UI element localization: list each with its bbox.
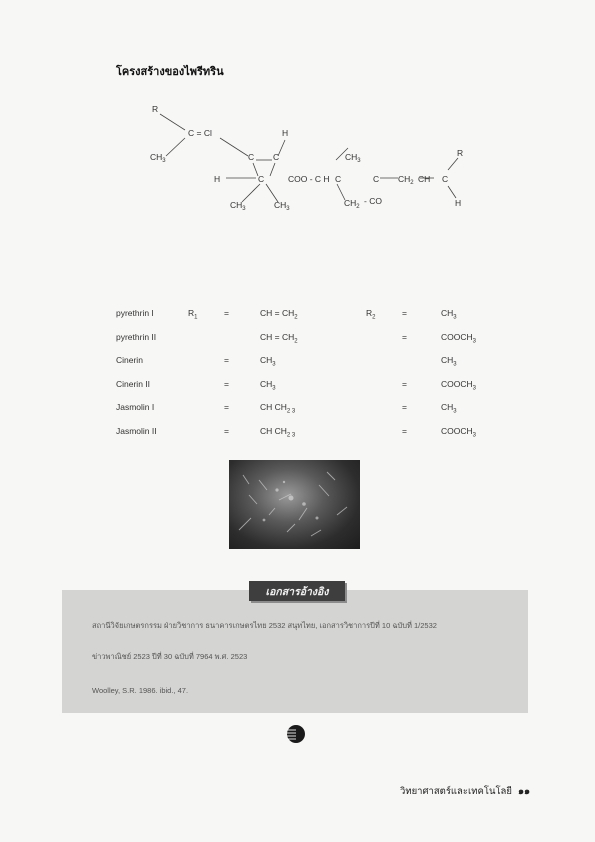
ch2-co-label: $CH_2$ — [344, 198, 360, 210]
reference-item: สถานีวิจัยเกษตรกรรม ฝ่ายวิชาการ ธนาคารเกษตรไทย 2532 สนุทไทย, เอกสารวิชาการปีที่ 10 ฉบับที่ 1/2532 — [92, 621, 437, 630]
journal-title: วิทยาศาสตร์และเทคโนโลยี — [400, 786, 512, 797]
h-end-label: H — [455, 198, 462, 208]
equals-sign: = — [224, 308, 229, 318]
reference-item: Woolley, S.R. 1986. ibid., 47. — [92, 686, 189, 695]
references-header: เอกสารอ้างอิง — [249, 581, 345, 601]
equals-sign: = — [402, 425, 407, 436]
pyrethrin-structure-diagram — [130, 98, 470, 218]
r2-value: $CH_3$ — [441, 355, 457, 368]
c-ring-left-label: C — [248, 152, 255, 162]
r2-value: $COOCH_3$ — [441, 378, 476, 392]
r1-value: CH $CH_{2 3}$ — [260, 425, 296, 439]
ch3-bottom-left-label: $CH_3$ — [230, 200, 246, 212]
r2-label: R — [457, 148, 464, 158]
compound-name: Jasmolin II — [116, 425, 157, 436]
equals-sign: = — [224, 425, 229, 436]
ch2-chain-label: $CH_2$ — [398, 174, 414, 186]
compound-name: Cinerin — [116, 355, 143, 365]
r1-value: CH = $CH_2$ — [260, 331, 298, 345]
r1-value: $CH_3$ — [260, 378, 276, 392]
c-ring-bottom-label: C — [258, 174, 265, 184]
c-eq-c-label: C = Cl — [188, 128, 212, 138]
r2-value: $CH_3$ — [441, 402, 457, 415]
ch-chain-label: CH — [418, 174, 431, 184]
compound-name: Jasmolin I — [116, 402, 155, 412]
photo-texture — [229, 460, 360, 549]
r2-value: $COOCH_3$ — [441, 425, 476, 439]
r1-value: CH = $CH_2$ — [260, 308, 298, 321]
equals-sign: = — [402, 402, 407, 412]
page-footer — [400, 784, 530, 799]
c-ring-right-label: C — [273, 152, 280, 162]
c-end-label: C — [442, 174, 449, 184]
equals-sign: = — [402, 308, 407, 318]
ch3-bottom-right-label: $CH_3$ — [274, 200, 290, 212]
equals-sign: = — [402, 378, 407, 389]
section-title: โครงสร้างของไพรีทริน — [116, 66, 224, 78]
r1-symbol: $R_1$ — [188, 308, 198, 321]
h-left-label: H — [214, 174, 221, 184]
h-top-label: H — [282, 128, 289, 138]
compound-row — [116, 355, 496, 379]
microscope-photo — [229, 460, 360, 549]
compound-row — [116, 332, 496, 356]
r2-symbol: $R_2$ — [366, 308, 376, 321]
compound-name: Cinerin II — [116, 378, 151, 389]
equals-sign: = — [224, 378, 229, 389]
equals-sign: = — [402, 331, 407, 342]
c-side-label: C — [335, 174, 342, 184]
compound-row — [116, 402, 496, 426]
co-label: - CO — [364, 196, 382, 206]
r1-value: CH $CH_{2 3}$ — [260, 402, 296, 415]
r1-label: R — [152, 104, 159, 114]
ch3-left-label: $CH_3$ — [150, 152, 166, 164]
coo-ester-label: COO - C H — [288, 174, 330, 184]
reference-item: ข่าวพาณิชย์ 2523 ปีที่ 30 ฉบับที่ 7964 พ.ศ. 2523 — [92, 652, 248, 661]
compound-name: pyrethrin I — [116, 308, 154, 318]
page-number: ๑๑ — [517, 786, 530, 797]
compound-row — [116, 308, 496, 332]
compound-row — [116, 379, 496, 403]
equals-sign: = — [224, 402, 229, 412]
compound-row — [116, 426, 496, 450]
ch3-top-label: $CH_3$ — [345, 152, 361, 164]
equals-sign: = — [224, 355, 229, 365]
compound-table — [116, 308, 496, 449]
c-chain-label: C — [373, 174, 380, 184]
r2-value: $COOCH_3$ — [441, 331, 476, 345]
section-divider-icon — [286, 724, 306, 744]
compound-name: pyrethrin II — [116, 331, 157, 342]
r2-value: $CH_3$ — [441, 308, 457, 321]
r1-value: $CH_3$ — [260, 355, 276, 368]
